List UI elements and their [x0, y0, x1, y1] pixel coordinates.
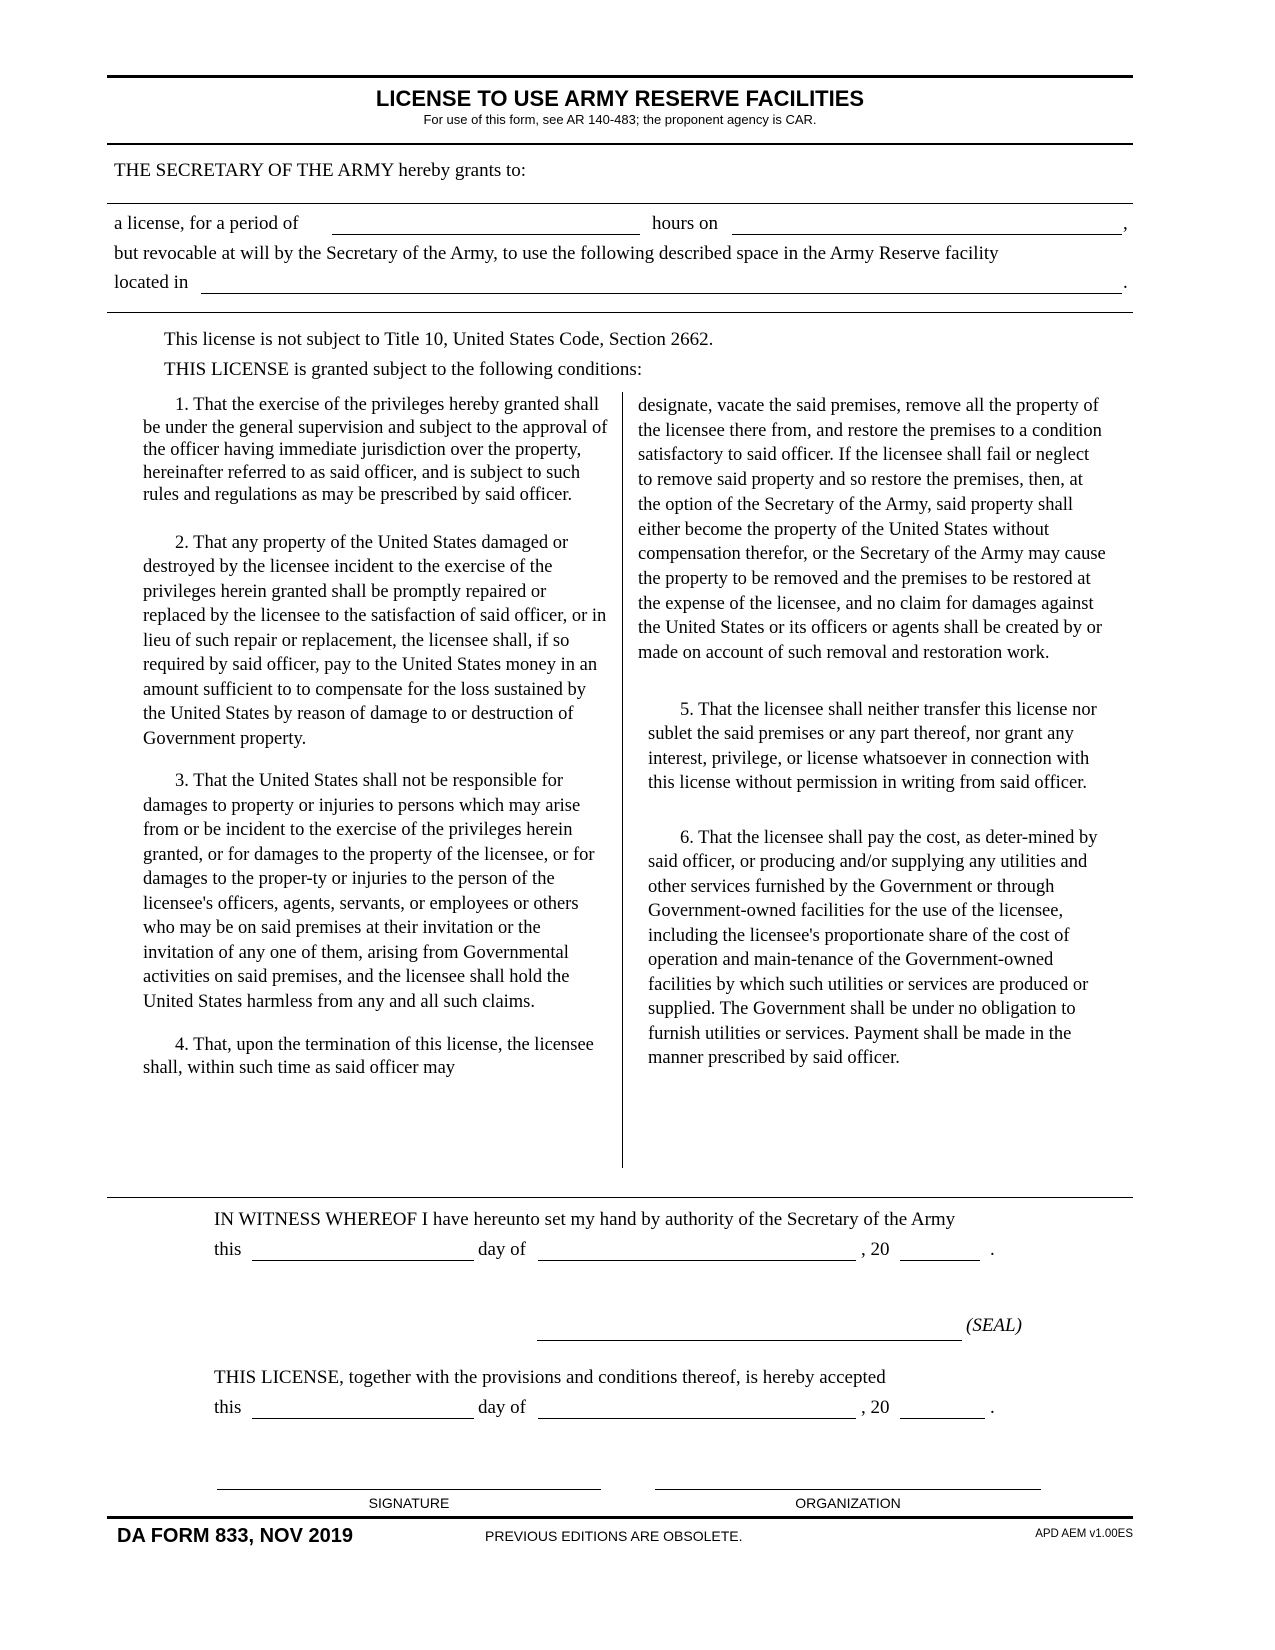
condition-3: 3. That the United States shall not be responsible for damages to property or injuries to persons which may arise from or be incident to the exercise of the privileges herein granted, or for damages to the property of the licensee, or for damages to the proper-ty or injuries to the person of the licensee's officers, agents, servants, or employees or others who may be on said premises at their invitation or the invitation of any one of them, arising from Governmental activities on said premises, and the licensee shall hold the United States harmless from any and all such claims. — [143, 771, 595, 1012]
conditions-right-column — [638, 394, 1108, 1071]
acceptance-day-field[interactable] — [252, 1418, 474, 1419]
title10-statement: This license is not subject to Title 10, United States Code, Section 2662. — [164, 329, 714, 350]
located-in-label: located in — [114, 272, 189, 293]
condition-2: 2. That any property of the United States damaged or destroyed by the licensee incident to the exercise of the privileges herein granted shall be promptly repaired or replaced by the licensee to the satisfaction of said officer, or in lieu of such repair or replacement, the licensee shall, if so required by said officer, pay to the United States money in an amount sufficient to to compensate for the loss sustained by the United States by reason of damage to or destruction of Government property. — [143, 532, 607, 749]
grant-intro: THE SECRETARY OF THE ARMY hereby grants to: — [114, 160, 527, 181]
revocable-text: but revocable at will by the Secretary of the Army, to use the following described space in the Army Reserve facility — [114, 243, 999, 264]
conditions-intro: THIS LICENSE is granted subject to the following conditions: — [164, 359, 643, 380]
column-divider — [622, 392, 623, 1168]
condition-1: 1. That the exercise of the privileges hereby granted shall be under the general supervision and subject to the approval of the officer having immediate jurisdiction over the property, hereinafter referred to as said officer, and is subject to such rules and regulations as may be prescribed by said officer. — [143, 395, 608, 505]
conditions-left-column — [143, 394, 613, 1080]
acceptance-year-field[interactable] — [900, 1418, 985, 1419]
witness-year-prefix: , 20 — [861, 1239, 890, 1260]
condition-4-start: 4. That, upon the termination of this license, the licensee shall, within such time as said officer may — [143, 1035, 594, 1078]
organization-label: ORGANIZATION — [795, 1495, 901, 1511]
grant-divider — [107, 312, 1133, 313]
licensee-signature-field[interactable] — [217, 1489, 601, 1490]
witness-statement: IN WITNESS WHEREOF I have hereunto set my hand by authority of the Secretary of the Army — [214, 1209, 956, 1230]
form-id: DA FORM 833, NOV 2019 — [117, 1525, 354, 1547]
witness-month-field[interactable] — [538, 1260, 856, 1261]
acceptance-month-field[interactable] — [538, 1418, 856, 1419]
acceptance-day-of-label: day of — [478, 1397, 527, 1418]
top-border — [107, 75, 1133, 78]
witness-day-field[interactable] — [252, 1260, 474, 1261]
witness-day-of-label: day of — [478, 1239, 527, 1260]
form-title: LICENSE TO USE ARMY RESERVE FACILITIES — [375, 86, 865, 111]
condition-5: 5. That the licensee shall neither transfer this license nor sublet the said premises or any part thereof, nor grant any interest, privilege, or license whatsoever in connection with this license without permission in writing from said officer. — [648, 699, 1097, 794]
acceptance-this-label: this — [214, 1397, 242, 1418]
conditions-divider — [107, 1197, 1133, 1198]
form-subtitle: For use of this form, see AR 140-483; the proponent agency is CAR. — [423, 112, 817, 127]
period-hours-field[interactable] — [332, 234, 640, 235]
organization-field[interactable] — [655, 1489, 1041, 1490]
header-divider — [107, 143, 1133, 145]
hours-date-field[interactable] — [732, 234, 1122, 235]
acceptance-statement: THIS LICENSE, together with the provisions and conditions thereof, is hereby accepted — [214, 1367, 886, 1388]
footer-border — [107, 1516, 1133, 1519]
witness-this-label: this — [214, 1239, 242, 1260]
signature-label: SIGNATURE — [368, 1495, 450, 1511]
facility-location-field[interactable] — [201, 293, 1122, 294]
hours-on-label: hours on — [652, 213, 718, 234]
period-label: a license, for a period of — [114, 213, 299, 234]
form-version: APD AEM v1.00ES — [1035, 1528, 1133, 1540]
witness-end-period: . — [990, 1239, 995, 1260]
obsolete-notice: PREVIOUS EDITIONS ARE OBSOLETE. — [485, 1528, 743, 1544]
grantee-field[interactable] — [107, 203, 1133, 204]
acceptance-end-period: . — [990, 1397, 995, 1418]
seal-label: (SEAL) — [966, 1315, 1022, 1336]
witness-year-field[interactable] — [900, 1260, 980, 1261]
located-period: . — [1123, 272, 1128, 293]
condition-4-continued: designate, vacate the said premises, remove all the property of the licensee there from, and restore the premises to a condition satisfactory to said officer. If the licensee shall fail or neglect to remove said property and so restore the premises, then, at the option of the Secretary of the Army, said property shall either become the property of the United States without compensation therefor, or the Secretary of the Army may cause the property to be removed and the premises to be restored at the expense of the licensee, and no claim for damages against the United States or its officers or agents shall be created by or made on account of such removal and restoration work. — [638, 396, 1106, 664]
condition-6: 6. That the licensee shall pay the cost, as deter-mined by said officer, or producing and/or supplying any utilities and other services furnished by the Government or through Government-owned facilities for the use of the licensee, including the licensee's proportionate share of the cost of operation and main-tenance of the Government-owned facilities by which such utilities or services are produced or supplied. The Government shall be under no obligation to furnish utilities or services. Payment shall be made in the manner prescribed by said officer. — [648, 827, 1098, 1069]
comma-mark: , — [1123, 213, 1128, 234]
acceptance-year-prefix: , 20 — [861, 1397, 890, 1418]
secretary-signature-field[interactable] — [537, 1340, 962, 1341]
